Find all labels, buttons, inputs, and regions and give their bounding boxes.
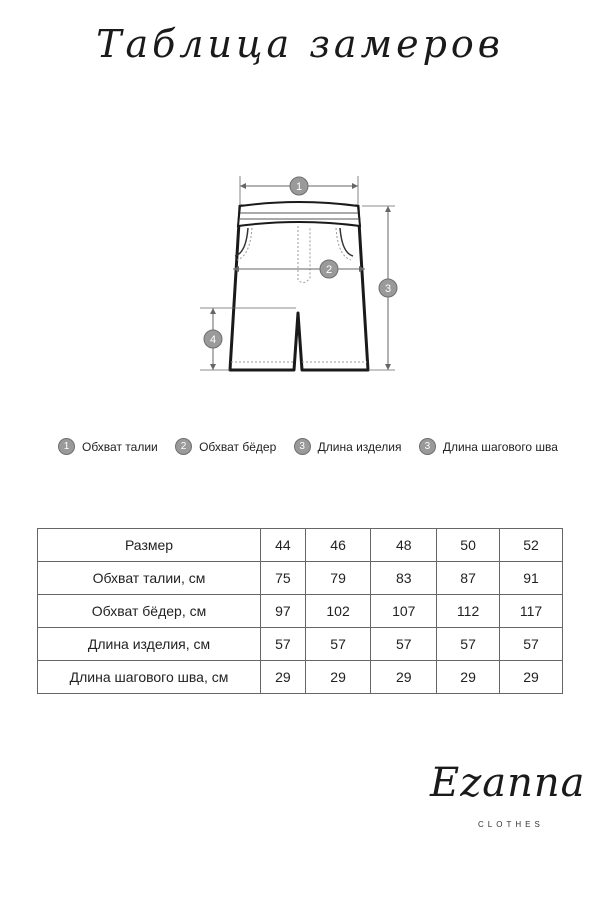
table-cell: 97	[261, 595, 306, 628]
row-label: Длина изделия, см	[38, 628, 261, 661]
logo-script: Ezanna	[430, 760, 586, 806]
table-cell: 44	[261, 529, 306, 562]
table-cell: 117	[500, 595, 563, 628]
table-cell: 79	[305, 562, 371, 595]
marker-3: 3	[384, 283, 392, 295]
table-cell: 91	[500, 562, 563, 595]
table-cell: 112	[437, 595, 500, 628]
table-cell: 50	[437, 529, 500, 562]
row-label: Обхват бёдер, см	[38, 595, 261, 628]
legend-item-waist	[58, 438, 158, 455]
table-cell: 52	[500, 529, 563, 562]
brand-logo	[430, 760, 586, 840]
table-cell: 29	[261, 661, 306, 694]
number-badge: 2	[175, 438, 192, 455]
legend-item-hips	[175, 438, 276, 455]
table-cell: 87	[437, 562, 500, 595]
legend-item-inseam	[419, 438, 558, 455]
row-label: Размер	[38, 529, 261, 562]
marker-2: 2	[325, 264, 333, 276]
legend-item-length	[294, 438, 402, 455]
row-label: Обхват талии, см	[38, 562, 261, 595]
table-cell: 48	[371, 529, 437, 562]
table-cell: 57	[261, 628, 306, 661]
legend-label: Длина шагового шва	[442, 439, 558, 454]
legend-label: Длина изделия	[317, 439, 402, 454]
table-cell: 29	[500, 661, 563, 694]
number-badge: 1	[58, 438, 75, 455]
legend-label: Обхват талии	[82, 439, 158, 454]
table-cell: 29	[371, 661, 437, 694]
legend	[58, 438, 558, 455]
legend-label: Обхват бёдер	[199, 439, 277, 454]
table-cell: 83	[371, 562, 437, 595]
table-cell: 46	[305, 529, 371, 562]
marker-1: 1	[295, 181, 303, 193]
table-cell: 29	[305, 661, 371, 694]
table-row	[38, 595, 563, 628]
logo-subtitle: CLOTHES	[478, 820, 544, 829]
table-row	[38, 562, 563, 595]
table-cell: 57	[305, 628, 371, 661]
table-row	[38, 661, 563, 694]
table-cell: 75	[261, 562, 306, 595]
shorts-diagram	[190, 168, 410, 383]
table-cell: 57	[500, 628, 563, 661]
table-cell: 29	[437, 661, 500, 694]
number-badge: 3	[419, 438, 436, 455]
size-table	[37, 528, 563, 694]
table-cell: 57	[371, 628, 437, 661]
row-label: Длина шагового шва, см	[38, 661, 261, 694]
marker-4: 4	[209, 334, 217, 346]
table-cell: 107	[371, 595, 437, 628]
table-cell: 102	[305, 595, 371, 628]
table-row	[38, 529, 563, 562]
table-cell: 57	[437, 628, 500, 661]
table-row	[38, 628, 563, 661]
page-title: Таблица замеров	[96, 22, 504, 66]
number-badge: 3	[294, 438, 311, 455]
shorts-outline	[230, 206, 368, 370]
